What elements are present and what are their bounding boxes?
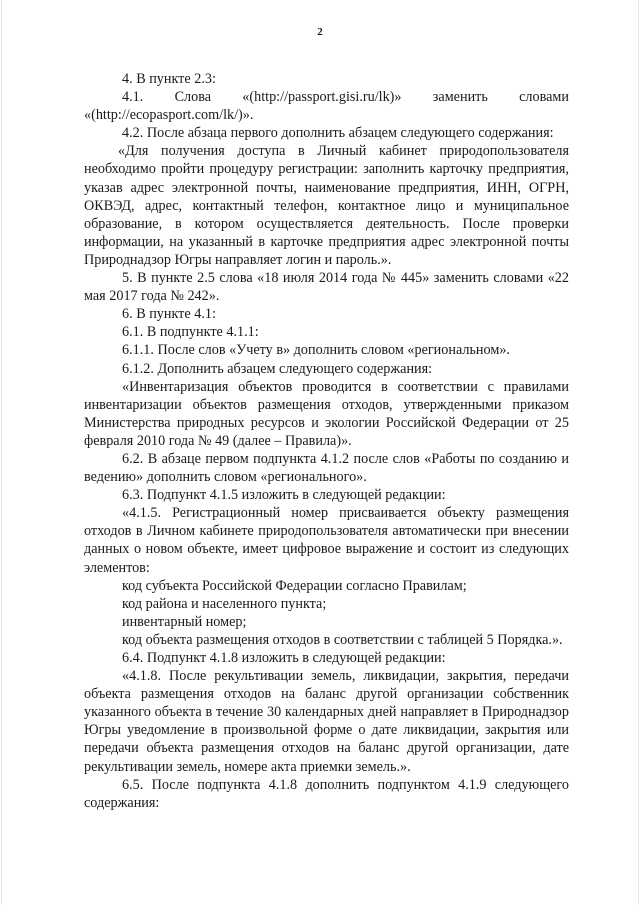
paragraph: 4.2. После абзаца первого дополнить абзацем следующего содержания: <box>122 125 554 142</box>
scan-edge-right <box>638 0 639 905</box>
paragraph: 6.5. После подпункта 4.1.8 дополнить подпунктом 4.1.9 следующего содержания: <box>84 776 569 811</box>
paragraph: 6.1.2. Дополнить абзацем следующего содержания: <box>122 360 433 377</box>
paragraph-4-1-line <box>84 88 569 106</box>
list-item: код субъекта Российской Федерации согласно Правилам; <box>122 577 467 594</box>
page-number: 2 <box>317 26 323 38</box>
quoted-paragraph: «Для получения доступа в Личный кабинет природопользователя необходимо пройти процедуру регистрации: заполнить карточку предприятия, указав адрес электронной почты, наименование предприятия, ИНН, ОГРН, ОКВЭД, адрес, контактный телефон, контактное лицо и муниципальное образование, в котором осуществляется деятельность. После проверки информации, на указанный в карточке предприятия адрес электронной почты Природнадзор Югры направляет логин и пароль.». <box>84 143 569 268</box>
paragraph: 6.3. Подпункт 4.1.5 изложить в следующей редакции: <box>122 487 446 504</box>
word: «(http://passport.gisi.ru/lk)» <box>242 89 402 106</box>
word: словами <box>519 89 569 106</box>
list-item: инвентарный номер; <box>122 613 247 630</box>
paragraph: 6.1. В подпункте 4.1.1: <box>122 324 259 341</box>
paragraph: 6.4. Подпункт 4.1.8 изложить в следующей редакции: <box>122 650 446 666</box>
paragraph: 4. В пункте 2.3: <box>122 71 216 87</box>
list-item: код объекта размещения отходов в соответствии с таблицей 5 Порядка.». <box>122 631 563 648</box>
paragraph: 6. В пункте 4.1: <box>122 306 216 323</box>
word: Слова <box>174 89 212 106</box>
paragraph: 5. В пункте 2.5 слова «18 июля 2014 года № 445» заменить словами «22 мая 2017 года № 242». <box>84 270 569 305</box>
scan-edge-left <box>1 0 2 905</box>
paragraph: «(http://ecopasport.com/lk/)». <box>84 107 254 124</box>
quoted-paragraph: «4.1.5. Регистрационный номер присваивается объекту размещения отходов в Личном кабинете природопользователя автоматически при внесении данных о новом объекте, имеет цифровое выражение и состоит из следующих элементов: <box>84 505 569 576</box>
paragraph: 6.2. В абзаце первом подпункта 4.1.2 после слов «Работы по созданию и ведению» дополнить словом «регионального». <box>84 450 569 486</box>
word: заменить <box>432 89 488 106</box>
document-body <box>84 70 569 812</box>
list-item: код района и населенного пункта; <box>122 595 327 612</box>
word: 4.1. <box>122 89 144 106</box>
paragraph: 6.1.1. После слов «Учету в» дополнить словом «региональном». <box>122 342 510 359</box>
quoted-paragraph: «Инвентаризация объектов проводится в соответствии с правилами инвентаризации объектов размещения отходов, утвержденными приказом Министерства природных ресурсов и экологии Российской Федерации от 25 февраля 2010 года № 49 (далее – Правила)». <box>84 378 569 449</box>
quoted-paragraph: «4.1.8. После рекультивации земель, ликвидации, закрытия, передачи объекта размещения отходов на баланс другой организации собственник указанного объекта в течение 30 календарных дней направляет в Природнадзор Югры уведомление в произвольной форме о дате ликвидации, закрытия или передачи объекта размещения отходов на баланс другой организации, дате рекультивации земель, номере акта приемки земель.». <box>84 668 569 775</box>
